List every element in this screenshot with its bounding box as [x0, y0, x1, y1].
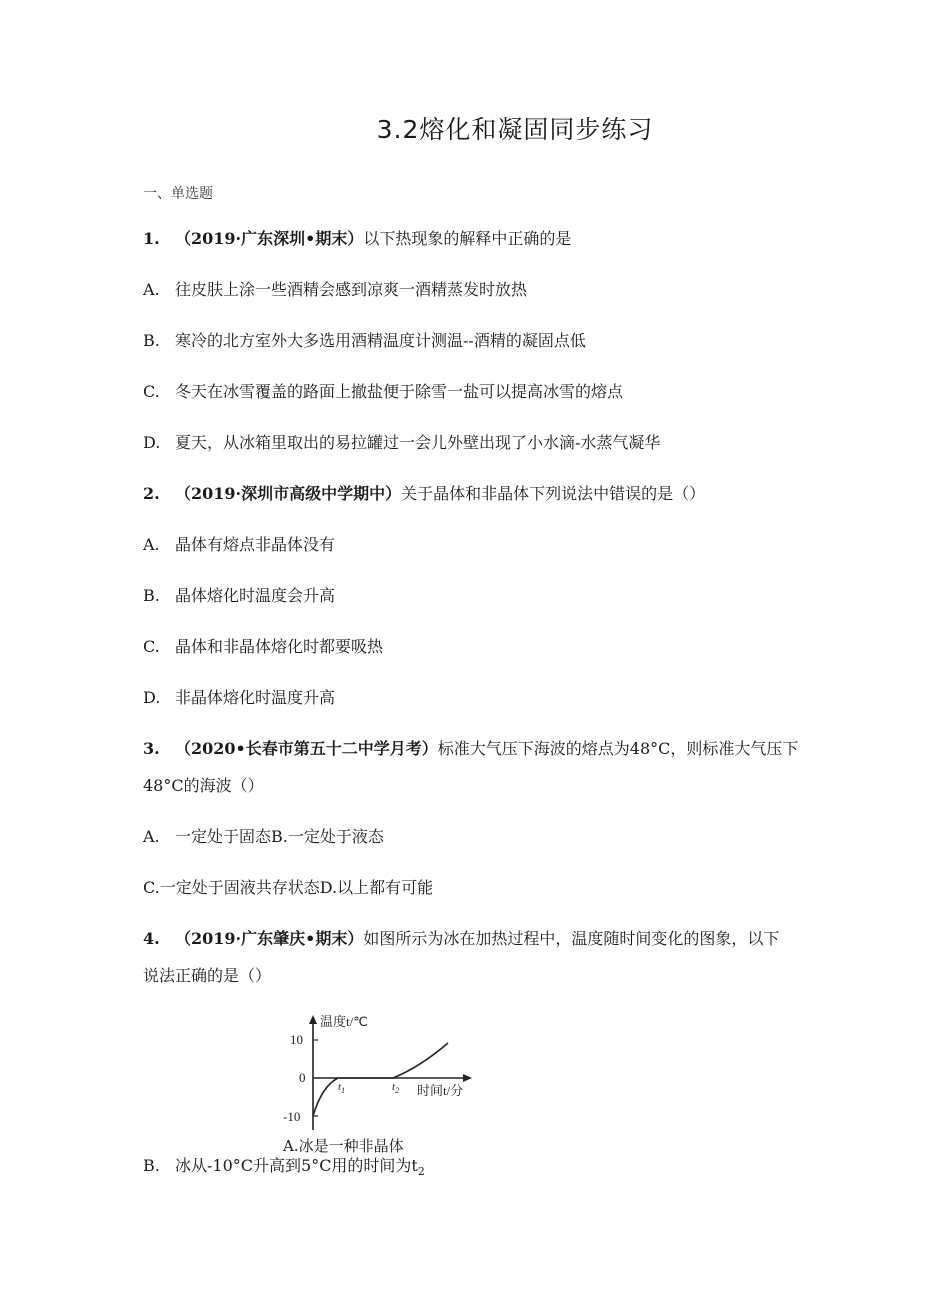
option-text: 冬天在冰雪覆盖的路面上撤盐便于除雪一盐可以提高冰雪的熔点 — [175, 382, 624, 401]
option-letter: C. — [143, 382, 160, 401]
question-number: 2. — [143, 484, 160, 503]
q1-option-c — [143, 382, 623, 402]
question-text: 标准大气压下海波的熔点为48°C，则标准大气压下 — [437, 739, 799, 758]
q4-option-b — [143, 1156, 425, 1182]
option-letter: D. — [143, 433, 161, 452]
option-letter: C. — [143, 637, 160, 656]
q1-option-d — [143, 433, 660, 453]
q2-option-a — [143, 535, 335, 555]
question-source: （2019·广东肇庆•期末） — [175, 929, 364, 948]
question-3-stem-cont: 48°C的海波（） — [143, 776, 264, 795]
question-text: 如图所示为冰在加热过程中，温度随时间变化的图象，以下 — [363, 929, 780, 948]
option-text: 寒冷的北方室外大多选用酒精温度计测温--酒精的凝固点低 — [175, 331, 586, 350]
option-letter: D. — [143, 688, 161, 707]
question-text: 关于晶体和非晶体下列说法中错误的是（） — [401, 484, 706, 503]
option-letter: B. — [143, 1156, 160, 1175]
question-source: （2019·深圳市高级中学期中） — [175, 484, 402, 503]
question-1-stem — [143, 229, 571, 249]
option-text: 夏天，从冰箱里取出的易拉罐过一会儿外壁出现了小水滴-水蒸气凝华 — [175, 433, 661, 452]
question-source: （2019·广东深圳•期末） — [175, 229, 364, 248]
page-title: 3.2熔化和凝固同步练习 — [376, 115, 654, 144]
option-text: 晶体和非晶体熔化时都要吸热 — [175, 637, 384, 656]
option-text: 晶体有熔点非晶体没有 — [175, 535, 336, 554]
q1-option-b — [143, 331, 586, 351]
question-3-stem — [143, 739, 798, 759]
tick-label-0: 0 — [299, 1070, 306, 1085]
option-text: 一定处于固态B.一定处于液态 — [175, 827, 384, 846]
tick-label-10: 10 — [290, 1032, 303, 1047]
question-source: （2020•长春市第五十二中学月考） — [175, 739, 438, 758]
q3-option-ab — [143, 827, 384, 847]
graph-svg — [280, 1012, 480, 1132]
option-letter: A. — [143, 280, 160, 299]
option-text: 往皮肤上涂一些酒精会感到凉爽一酒精蒸发时放热 — [175, 280, 528, 299]
question-4-stem-cont: 说法正确的是（） — [143, 966, 272, 985]
y-axis-label: 温度t/℃ — [320, 1014, 368, 1029]
tick-label-neg10: -10 — [283, 1109, 301, 1124]
option-letter: B. — [143, 331, 160, 350]
option-subscript: 2 — [417, 1165, 425, 1179]
question-number: 4. — [143, 929, 160, 948]
question-number: 3. — [143, 739, 160, 758]
option-letter: A. — [143, 827, 160, 846]
question-number: 1. — [143, 229, 160, 248]
question-2-stem — [143, 484, 705, 504]
q2-option-b — [143, 586, 335, 606]
option-letter: B. — [143, 586, 160, 605]
heating-curve — [313, 1043, 448, 1116]
figure-caption: A.冰是一种非晶体 — [283, 1137, 404, 1155]
question-text: 以下热现象的解释中正确的是 — [363, 229, 572, 248]
option-letter: A. — [143, 535, 160, 554]
q2-option-c — [143, 637, 383, 657]
t1-label: $t_1$ — [338, 1081, 346, 1095]
q2-option-d — [143, 688, 335, 708]
option-text: 冰从-10°C升高到5°C用的时间为t — [175, 1156, 418, 1175]
question-4-stem — [143, 929, 779, 949]
y-axis-arrow — [309, 1015, 317, 1024]
x-axis-label: 时间t/分 — [417, 1083, 464, 1098]
x-axis-arrow — [463, 1074, 472, 1082]
option-text: 非晶体熔化时温度升高 — [175, 688, 336, 707]
t2-label: $t_2$ — [392, 1081, 400, 1095]
q1-option-a — [143, 280, 527, 300]
option-text: 晶体熔化时温度会升高 — [175, 586, 336, 605]
section-heading: 一、单选题 — [143, 186, 213, 202]
q3-option-cd: C.一定处于固液共存状态D.以上都有可能 — [143, 878, 434, 897]
